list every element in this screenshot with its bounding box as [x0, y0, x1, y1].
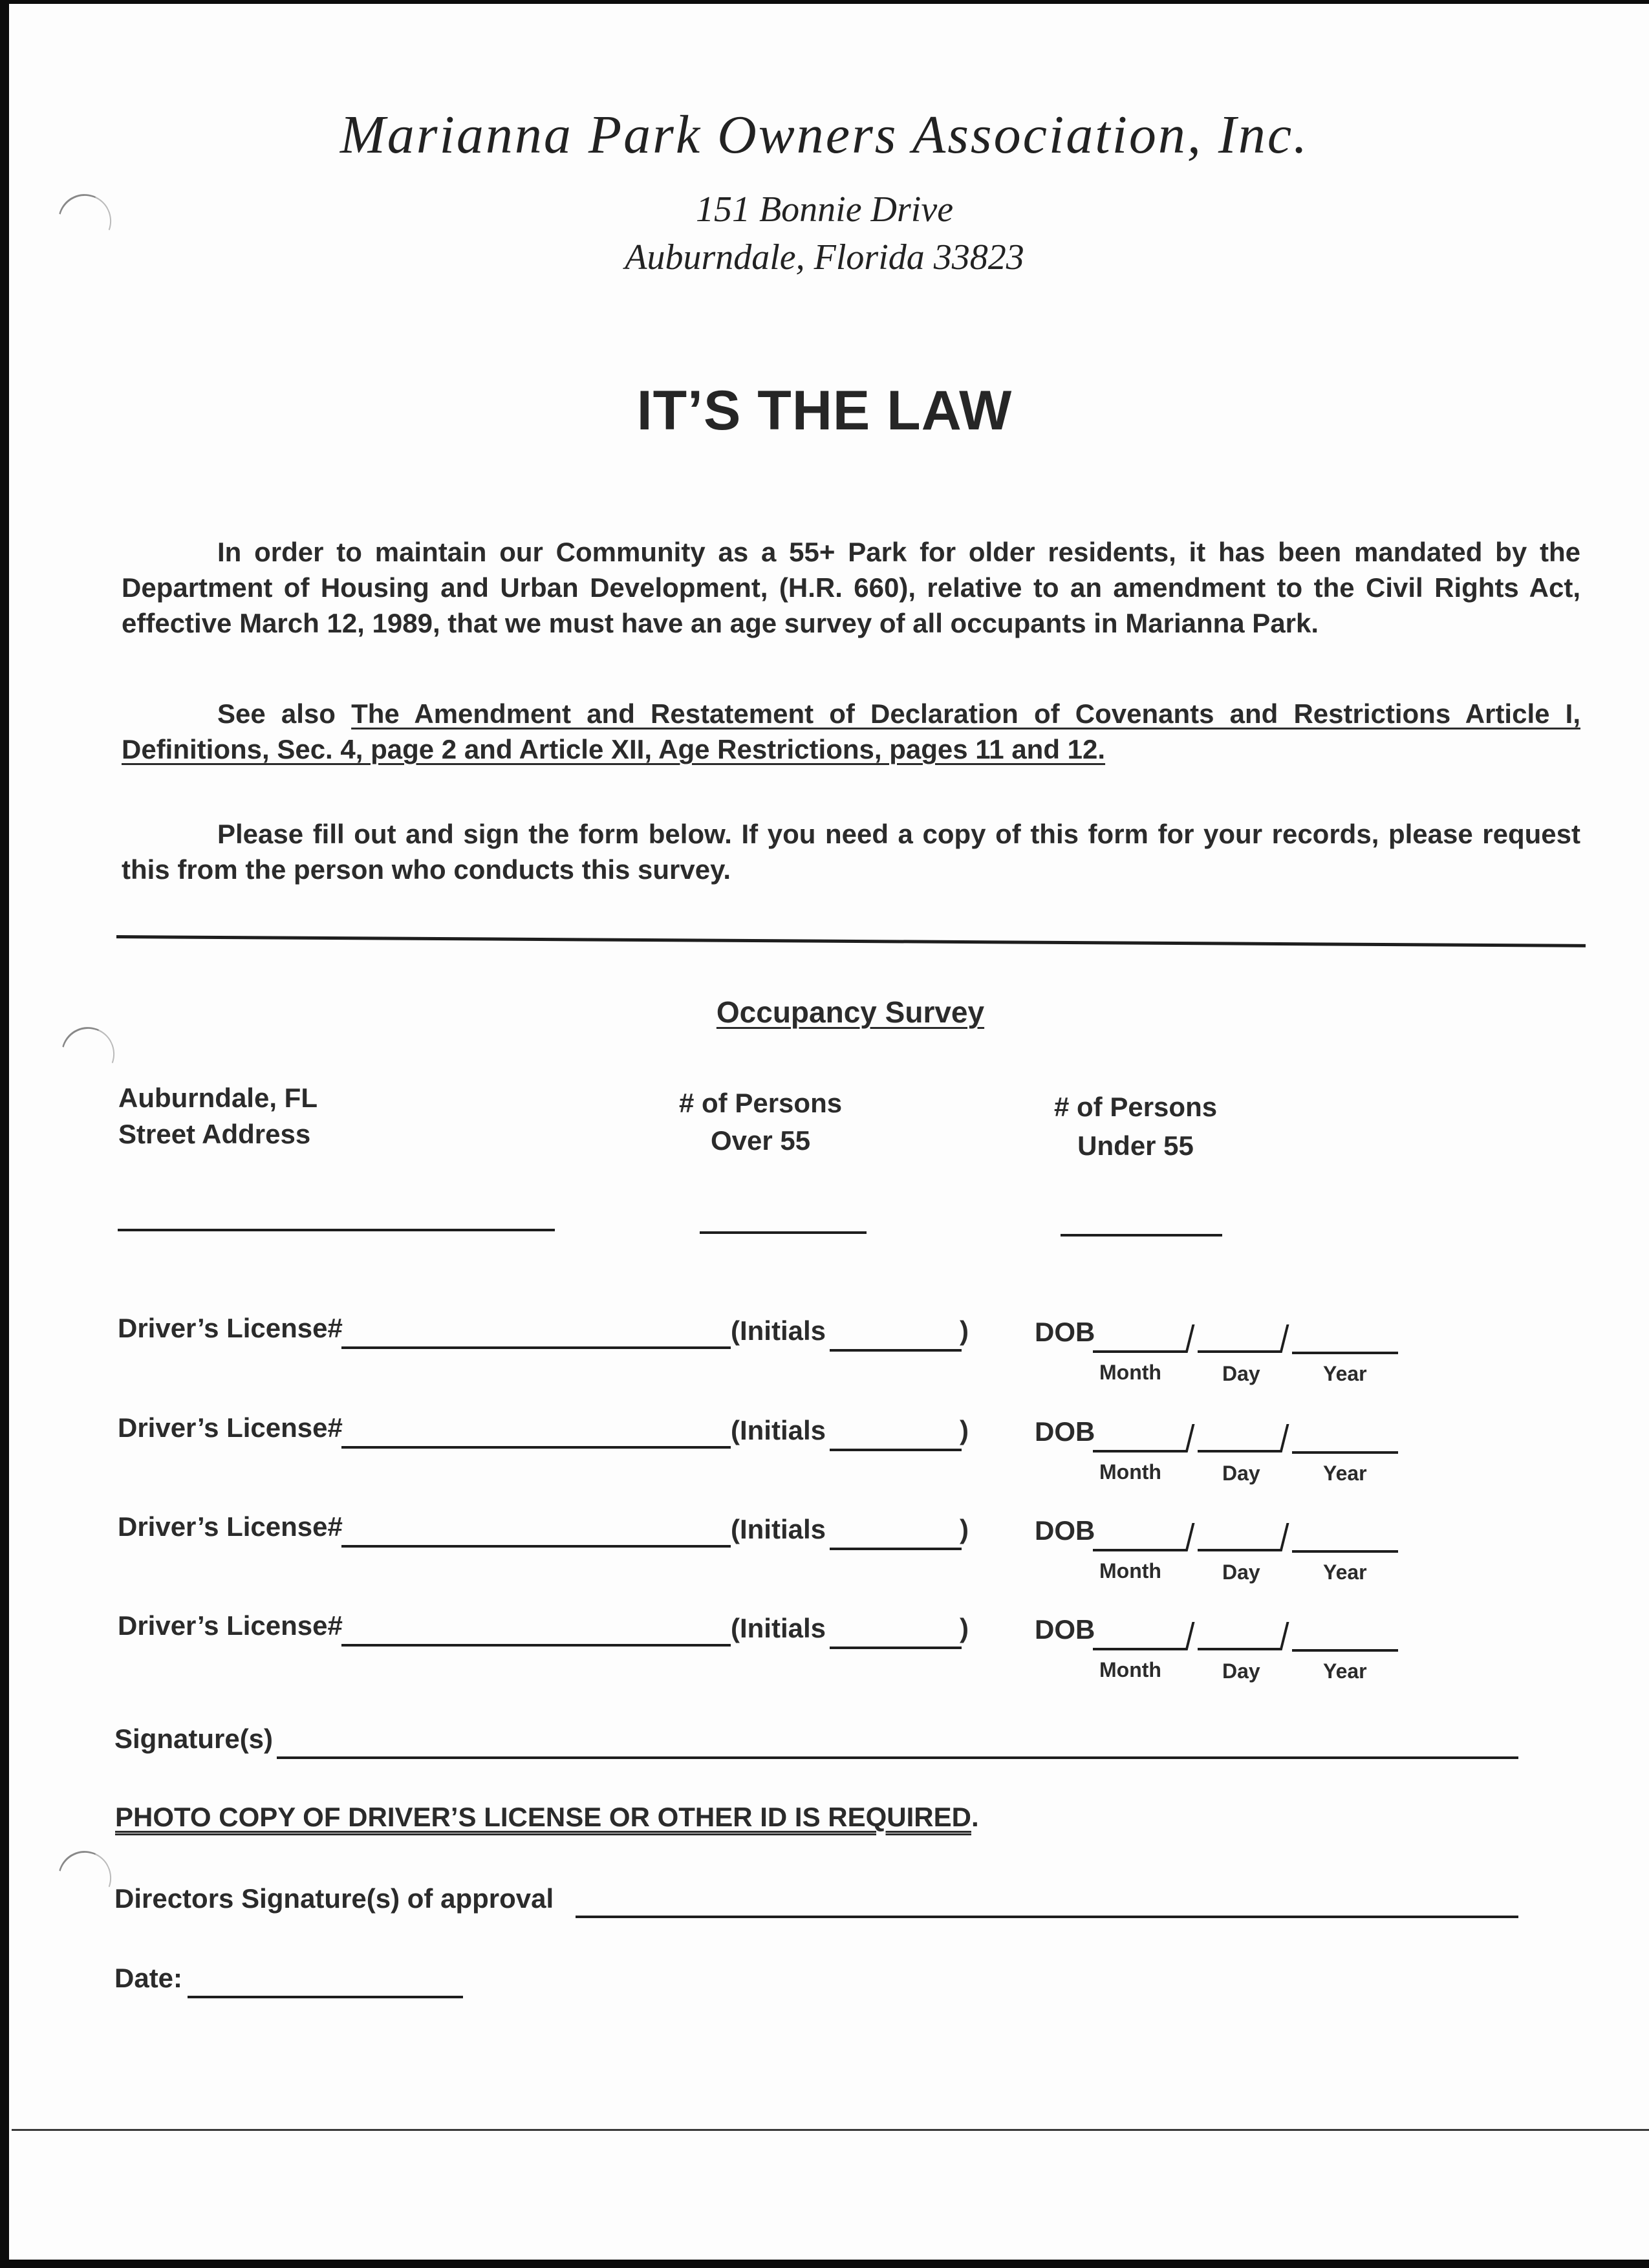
under-55-count-field[interactable]	[1061, 1234, 1222, 1237]
instructions-paragraph	[122, 816, 1580, 887]
survey-heading: Occupancy Survey	[716, 995, 985, 1029]
instructions-text: Please fill out and sign the form below. If you need a copy of this form for your records, please request this from the person who conducts this survey.	[122, 819, 1580, 885]
page-title: IT’S THE LAW	[636, 380, 1013, 442]
directors-signature-field[interactable]	[576, 1916, 1518, 1918]
drivers-license-label: Driver’s License#	[118, 1610, 343, 1641]
dob-month-field[interactable]	[1093, 1350, 1187, 1353]
dob-year-field[interactable]	[1292, 1550, 1398, 1553]
dob-label: DOB	[1035, 1317, 1095, 1347]
id-required-notice	[115, 1802, 979, 1833]
over-55-count-field[interactable]	[700, 1231, 867, 1234]
initials-field[interactable]	[830, 1647, 962, 1649]
paper-edge-line	[12, 2129, 1649, 2131]
address-street: 151 Bonnie Drive	[695, 189, 954, 230]
under-55-header-line2: Under 55	[1077, 1130, 1194, 1161]
initials-field[interactable]	[830, 1548, 962, 1550]
initials-label: (Initials	[731, 1415, 826, 1445]
initials-field[interactable]	[830, 1349, 962, 1352]
over-55-header-line2: Over 55	[710, 1125, 811, 1156]
over-55-header-line1: # of Persons	[679, 1088, 843, 1118]
street-address-field[interactable]	[118, 1229, 555, 1231]
street-address-header-line1: Auburndale, FL	[118, 1083, 318, 1113]
under-55-header	[1054, 1088, 1217, 1165]
year-caption: Year	[1323, 1462, 1367, 1485]
day-caption: Day	[1222, 1462, 1260, 1485]
drivers-license-field[interactable]	[341, 1545, 731, 1548]
day-caption: Day	[1222, 1561, 1260, 1584]
initials-label: (Initials	[731, 1514, 826, 1544]
initials-label: (Initials	[731, 1315, 826, 1346]
year-caption: Year	[1323, 1659, 1367, 1683]
drivers-license-field[interactable]	[341, 1346, 731, 1349]
drivers-license-label: Driver’s License#	[118, 1412, 343, 1443]
intro-text: In order to maintain our Community as a 55+ Park for older residents, it has been mandated by the Department of Housing and Urban Development, (H.R. 660), relative to an amendment to the Civil Rights Act, effective March 12, 1989, that we must have an age survey of all occupants in Marianna Park.	[122, 537, 1580, 638]
dob-label: DOB	[1035, 1614, 1095, 1645]
id-required-period: .	[971, 1802, 979, 1832]
directors-signature-label: Directors Signature(s) of approval	[114, 1883, 554, 1914]
dob-year-field[interactable]	[1292, 1451, 1398, 1454]
initials-label: (Initials	[731, 1613, 826, 1643]
dob-day-field[interactable]	[1198, 1350, 1282, 1353]
street-address-header	[118, 1080, 318, 1152]
drivers-license-label: Driver’s License#	[118, 1511, 343, 1542]
scan-border-bottom	[9, 2260, 1649, 2268]
dob-month-field[interactable]	[1093, 1549, 1187, 1551]
initials-close-paren: )	[960, 1613, 969, 1643]
initials-close-paren: )	[960, 1514, 969, 1544]
under-55-header-line1: # of Persons	[1054, 1092, 1218, 1122]
street-address-header-line2: Street Address	[118, 1119, 311, 1149]
initials-field[interactable]	[830, 1449, 962, 1451]
id-required-text: PHOTO COPY OF DRIVER’S LICENSE OR OTHER ID IS REQUIRED	[115, 1802, 971, 1832]
organization-name: Marianna Park Owners Association, Inc.	[339, 105, 1310, 165]
initials-close-paren: )	[960, 1315, 969, 1346]
see-also-prefix: See also	[217, 698, 336, 729]
signature-label: Signature(s)	[114, 1723, 274, 1754]
dob-year-field[interactable]	[1292, 1352, 1398, 1354]
dob-day-field[interactable]	[1198, 1450, 1282, 1453]
dob-month-field[interactable]	[1093, 1450, 1187, 1453]
date-field[interactable]	[188, 1996, 463, 1998]
date-label: Date:	[114, 1963, 183, 1993]
month-caption: Month	[1099, 1658, 1161, 1681]
day-caption: Day	[1222, 1659, 1260, 1683]
see-also-paragraph	[122, 696, 1580, 767]
dob-label: DOB	[1035, 1416, 1095, 1447]
over-55-header	[679, 1085, 842, 1160]
month-caption: Month	[1099, 1361, 1161, 1384]
month-caption: Month	[1099, 1559, 1161, 1582]
covenants-reference: The Amendment and Restatement of Declaration of Covenants and Restrictions Article I, Definitions, Sec. 4, page 2 and Article XII, Age Restrictions, pages 11 and 12.	[122, 698, 1580, 764]
year-caption: Year	[1323, 1561, 1367, 1584]
dob-day-field[interactable]	[1198, 1648, 1282, 1650]
dob-year-field[interactable]	[1292, 1649, 1398, 1652]
initials-close-paren: )	[960, 1415, 969, 1445]
month-caption: Month	[1099, 1460, 1161, 1484]
drivers-license-field[interactable]	[341, 1446, 731, 1449]
dob-month-field[interactable]	[1093, 1648, 1187, 1650]
dob-label: DOB	[1035, 1515, 1095, 1546]
drivers-license-label: Driver’s License#	[118, 1313, 343, 1343]
year-caption: Year	[1323, 1362, 1367, 1385]
address-city-state-zip: Auburndale, Florida 33823	[625, 237, 1024, 277]
signature-field[interactable]	[277, 1756, 1518, 1759]
intro-paragraph	[122, 534, 1580, 641]
dob-day-field[interactable]	[1198, 1549, 1282, 1551]
drivers-license-field[interactable]	[341, 1644, 731, 1647]
day-caption: Day	[1222, 1362, 1260, 1385]
